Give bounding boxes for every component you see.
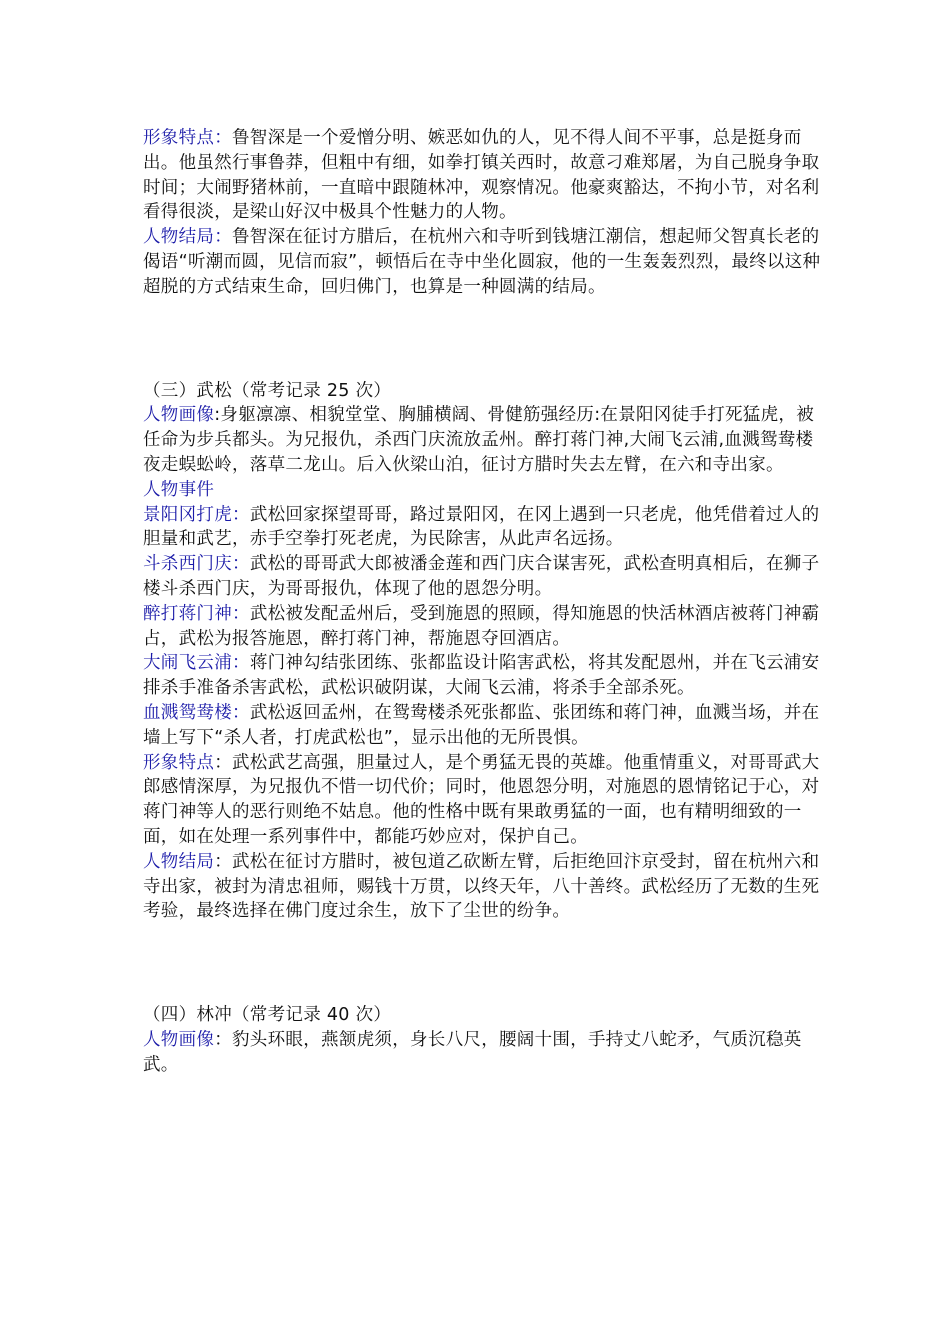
wu-event-label: 斗杀西门庆：	[143, 554, 250, 575]
wu-event-text: 武松的哥哥武大郎被潘金莲和西门庆合谋害死，武松查明真相后，在狮子楼斗杀西门庆，为哥哥报仇，体现了他的恩怨分明。	[143, 554, 820, 599]
lu-traits-text: 鲁智深是一个爱憎分明、嫉恶如仇的人，见不得人间不平事，总是挺身而出。他虽然行事鲁莽，但粗中有细，如拳打镇关西时，故意刁难郑屠，为自己脱身争取时间；大闹野猪林前，一直暗中跟随林冲，观察情况。他豪爽豁达，不拘小节，对名利看得很淡，是梁山好汉中极具个性魅力的人物。	[143, 128, 820, 223]
document-page	[143, 126, 823, 1078]
wu-event-label: 景阳冈打虎：	[143, 504, 250, 525]
wu-event-text: 武松返回孟州，在鸳鸯楼杀死张都监、张团练和蒋门神，血溅当场，并在墙上写下“杀人者，打虎武松也”，显示出他的无所畏惧。	[143, 702, 820, 748]
wu-event-paragraph	[143, 701, 823, 751]
wu-traits-paragraph	[143, 751, 823, 850]
wu-portrait-text: :身躯凛凛、相貌堂堂、胸脯横阔、骨健筋强经历:在景阳冈徒手打死猛虎，被任命为步兵都头。为兄报仇，杀西门庆流放孟州。醉打蒋门神,大闹飞云浦,血溅鸳鸯楼夜走蜈蚣岭，落草二龙山。后入伙梁山泊，征讨方腊时失去左臂，在六和寺出家。	[143, 405, 814, 475]
wu-event-paragraph	[143, 651, 823, 701]
wu-event-label: 醉打蒋门神：	[143, 603, 250, 624]
wu-event-paragraph	[143, 552, 823, 602]
wu-event-paragraph	[143, 503, 823, 553]
lin-portrait-label: 人物画像	[143, 1029, 215, 1050]
wu-heading: （三）武松（常考记录 25 次）	[143, 380, 392, 401]
wu-event-text: 武松回家探望哥哥，路过景阳冈，在冈上遇到一只老虎，他凭借着过人的胆量和武艺，赤手空拳打死老虎，为民除害，从此声名远扬。	[143, 504, 820, 550]
wu-traits-label: 形象特点	[143, 752, 215, 773]
wu-ending-text: ：武松在征讨方腊时，被包道乙砍断左臂，后拒绝回汴京受封，留在杭州六和寺出家，被封为清忠祖师，赐钱十万贯，以终天年，八十善终。武松经历了无数的生死考验，最终选择在佛门度过余生，放下了尘世的纷争。	[143, 851, 820, 922]
wu-event-label: 血溅鸳鸯楼：	[143, 702, 250, 723]
lin-portrait-text: ：豹头环眼，燕颔虎须，身长八尺，腰阔十围，手持丈八蛇矛，气质沉稳英武。	[143, 1029, 802, 1075]
lu-ending-paragraph	[143, 225, 823, 299]
wu-ending-paragraph	[143, 850, 823, 924]
wu-events-heading: 人物事件	[143, 479, 215, 500]
wu-event-text: 蒋门神勾结张团练、张都监设计陷害武松，将其发配恩州，并在飞云浦安排杀手准备杀害武松，武松识破阴谋，大闹飞云浦，将杀手全部杀死。	[143, 653, 820, 699]
wu-ending-label: 人物结局	[143, 851, 215, 872]
wu-traits-text: ：武松武艺高强，胆量过人，是个勇猛无畏的英雄。他重情重义，对哥哥武大郎感情深厚，为兄报仇不惜一切代价；同时，他恩怨分明，对施恩的恩情铭记于心，对蒋门神等人的恶行则绝不姑息。他的性格中既有果敢勇猛的一面，也有精明细致的一面，如在处理一系列事件中，都能巧妙应对，保护自己。	[143, 752, 820, 847]
wu-portrait-paragraph	[143, 403, 823, 477]
wu-portrait-label: 人物画像	[143, 405, 215, 426]
lu-traits-paragraph	[143, 126, 823, 225]
lin-portrait-paragraph	[143, 1028, 823, 1078]
lu-traits-label: 形象特点：	[143, 128, 232, 148]
wu-event-label: 大闹飞云浦：	[143, 653, 250, 674]
wu-event-text: 武松被发配孟州后，受到施恩的照顾，得知施恩的快活林酒店被蒋门神霸占，武松为报答施恩，醉打蒋门神，帮施恩夺回酒店。	[143, 603, 820, 649]
lu-ending-text: 鲁智深在征讨方腊后，在杭州六和寺听到钱塘江潮信，想起师父智真长老的偈语“听潮而圆，见信而寂”，顿悟后在寺中坐化圆寂，他的一生轰轰烈烈，最终以这种超脱的方式结束生命，回归佛门，也算是一种圆满的结局。	[143, 227, 821, 297]
wu-event-paragraph	[143, 602, 823, 652]
lu-ending-label: 人物结局：	[143, 227, 232, 248]
lin-heading: （四）林冲（常考记录 40 次）	[143, 1005, 392, 1026]
